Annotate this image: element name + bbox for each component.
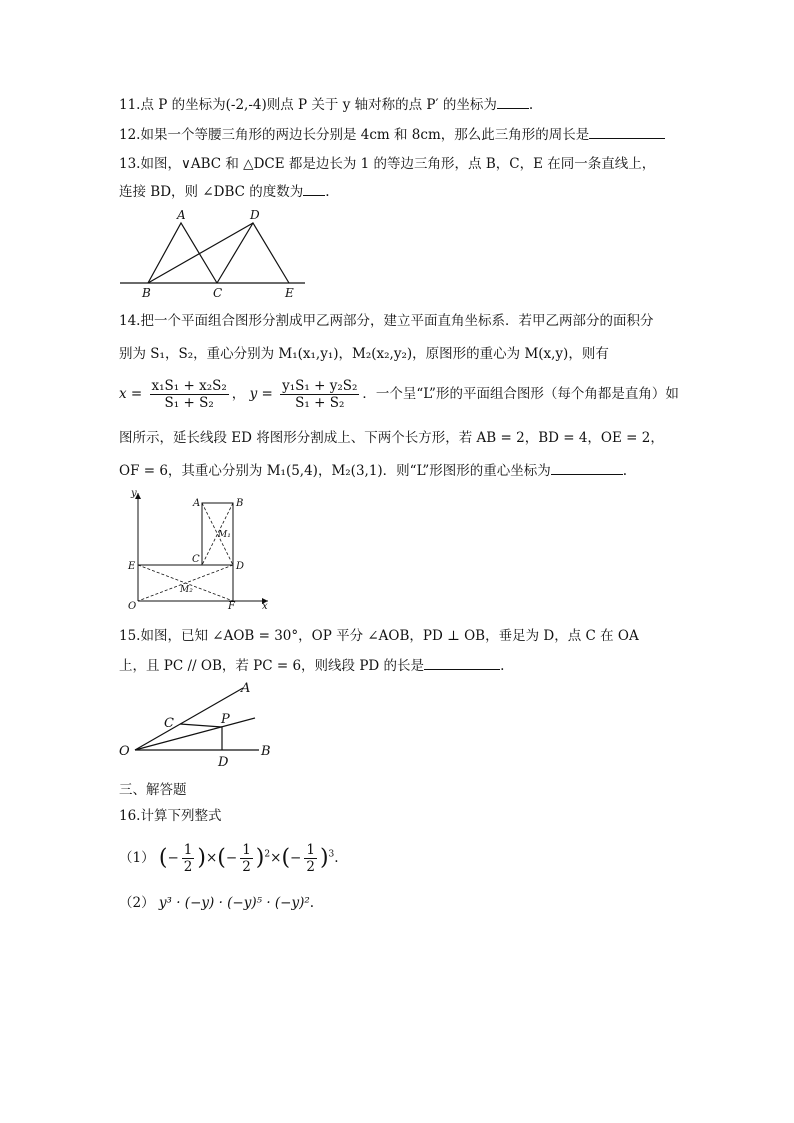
formula-x-num: x₁S₁ + x₂S₂ [151,378,227,394]
q16-part2: （2） y³ · (−y) · (−y)⁵ · (−y)². [119,895,315,911]
label-b: B [261,744,271,759]
q16-p2-expression: y³ · (−y) · (−y)⁵ · (−y)² [158,895,310,911]
label-o: O [119,744,130,759]
q13-text: 连接 BD，则 ∠DBC 的度数为 [119,184,304,200]
ray-op [135,718,255,750]
q12-line [119,126,665,143]
q15-answer-blank[interactable] [424,657,500,670]
triangle-abc [148,223,217,283]
q14-line4: 图所示，延长线段 ED 将图形分割成上、下两个长方形，若 AB = 2，BD = 4，OE = 2， [119,430,664,446]
label-e: E [285,286,294,300]
formula-y-den: S₁ + S₂ [295,395,345,412]
q11-text: 11.点 P 的坐标为(-2,-4)则点 P 关于 y 轴对称的点 P′ 的坐标为 [119,97,497,113]
label-f: F [228,601,235,612]
q14-answer-blank[interactable] [551,462,623,475]
q11-period: . [528,97,534,113]
q15-line2 [119,657,504,674]
label-b: B [236,498,244,509]
formula-x-lhs: x = [119,386,143,403]
label-o: O [128,601,137,612]
label-m1: M₁ [218,530,231,540]
label-a: A [241,681,251,696]
label-c: C [213,286,223,300]
formula-x-fraction [150,378,229,411]
label-c: C [192,554,200,565]
formula-y-num: y₁S₁ + y₂S₂ [282,378,358,394]
formula-y-lhs: y = [249,386,273,403]
formula-x-den: S₁ + S₂ [164,395,214,412]
q16-p2-label: （2） [119,895,155,911]
q14-l-shape-figure [122,485,282,615]
q14-formula-line: x = $\frac{\text{x₁S₁ + x₂S₂}}{\text{S₁ + S₂}}$ ， y = $\frac{\text{y₁S₁ + y₂S₂}}{\text{S₁ + S₂}}$ ．一个呈“L”形的平面组合图形（每个角都是直角）如 [119,378,679,412]
label-d: D [218,755,229,770]
q16-p1-label: （1） [119,850,155,867]
q14-line5 [119,462,627,479]
label-e: E [128,561,136,572]
segment-bd [148,223,253,283]
label-c: C [164,716,174,731]
segment-pc [180,724,222,727]
q13-line1: 13.如图，∨ABC 和 △DCE 都是边长为 1 的等边三角形，点 B，C，E 在同一条直线上， [119,156,656,172]
q15-angle-figure [115,680,285,770]
q15-text: 上，且 PC // OB，若 PC = 6，则线段 PD 的长是 [119,658,425,674]
q12-text: 12.如果一个等腰三角形的两边长分别是 4cm 和 8cm，那么此三角形的周长是 [119,127,590,143]
q14-line3-tail: ．一个呈“L”形的平面组合图形（每个角都是直角）如 [362,386,679,403]
q14-line5-text: OF = 6，其重心分别为 M₁(5,4)，M₂(3,1)．则“L”形图形的重心坐标为 [119,463,551,479]
q16-title: 16.计算下列整式 [119,808,222,824]
label-d: D [250,208,260,222]
q11-answer-blank[interactable] [497,96,529,109]
q15-period: . [500,658,505,674]
q13-line2 [119,183,330,200]
q15-line1: 15.如图，已知 ∠AOB = 30°，OP 平分 ∠AOB，PD ⊥ OB，垂足为 D，点 C 在 OA [119,628,639,644]
half-fraction-1: $\frac{1}{2}$ [183,842,193,876]
q14-period: . [622,463,628,479]
q16-part1: （1） (− $\frac{1}{2}$ )×(− $\frac{1}{2}$ )$^2$×(− $\frac{1}{2}$ )$^3$. [119,842,339,876]
q14-line2: 别为 S₁，S₂，重心分别为 M₁(x₁,y₁)，M₂(x₂,y₂)，原图形的重心为 M(x,y)，则有 [119,346,609,362]
q14-line1: 14.把一个平面组合图形分割成甲乙两部分，建立平面直角坐标系．若甲乙两部分的面积分 [119,313,654,329]
section-title: 三、解答题 [119,782,187,798]
label-y: y [131,488,137,499]
label-a: A [177,208,186,222]
label-a: A [193,498,201,509]
half-fraction-3: $\frac{1}{2}$ [306,842,315,876]
label-m2: M₂ [180,585,193,595]
q11-line [119,96,533,113]
half-fraction-2: $\frac{1}{2}$ [242,842,251,876]
label-d: D [236,561,245,572]
q12-answer-blank[interactable] [589,126,665,139]
triangle-dce [217,223,289,283]
q13-triangle-figure [115,205,315,300]
label-b: B [142,286,151,300]
q13-period: . [325,184,330,200]
q13-answer-blank[interactable] [303,183,325,196]
formula-y-fraction [280,378,359,411]
label-x: x [262,601,268,612]
label-p: P [221,712,230,727]
